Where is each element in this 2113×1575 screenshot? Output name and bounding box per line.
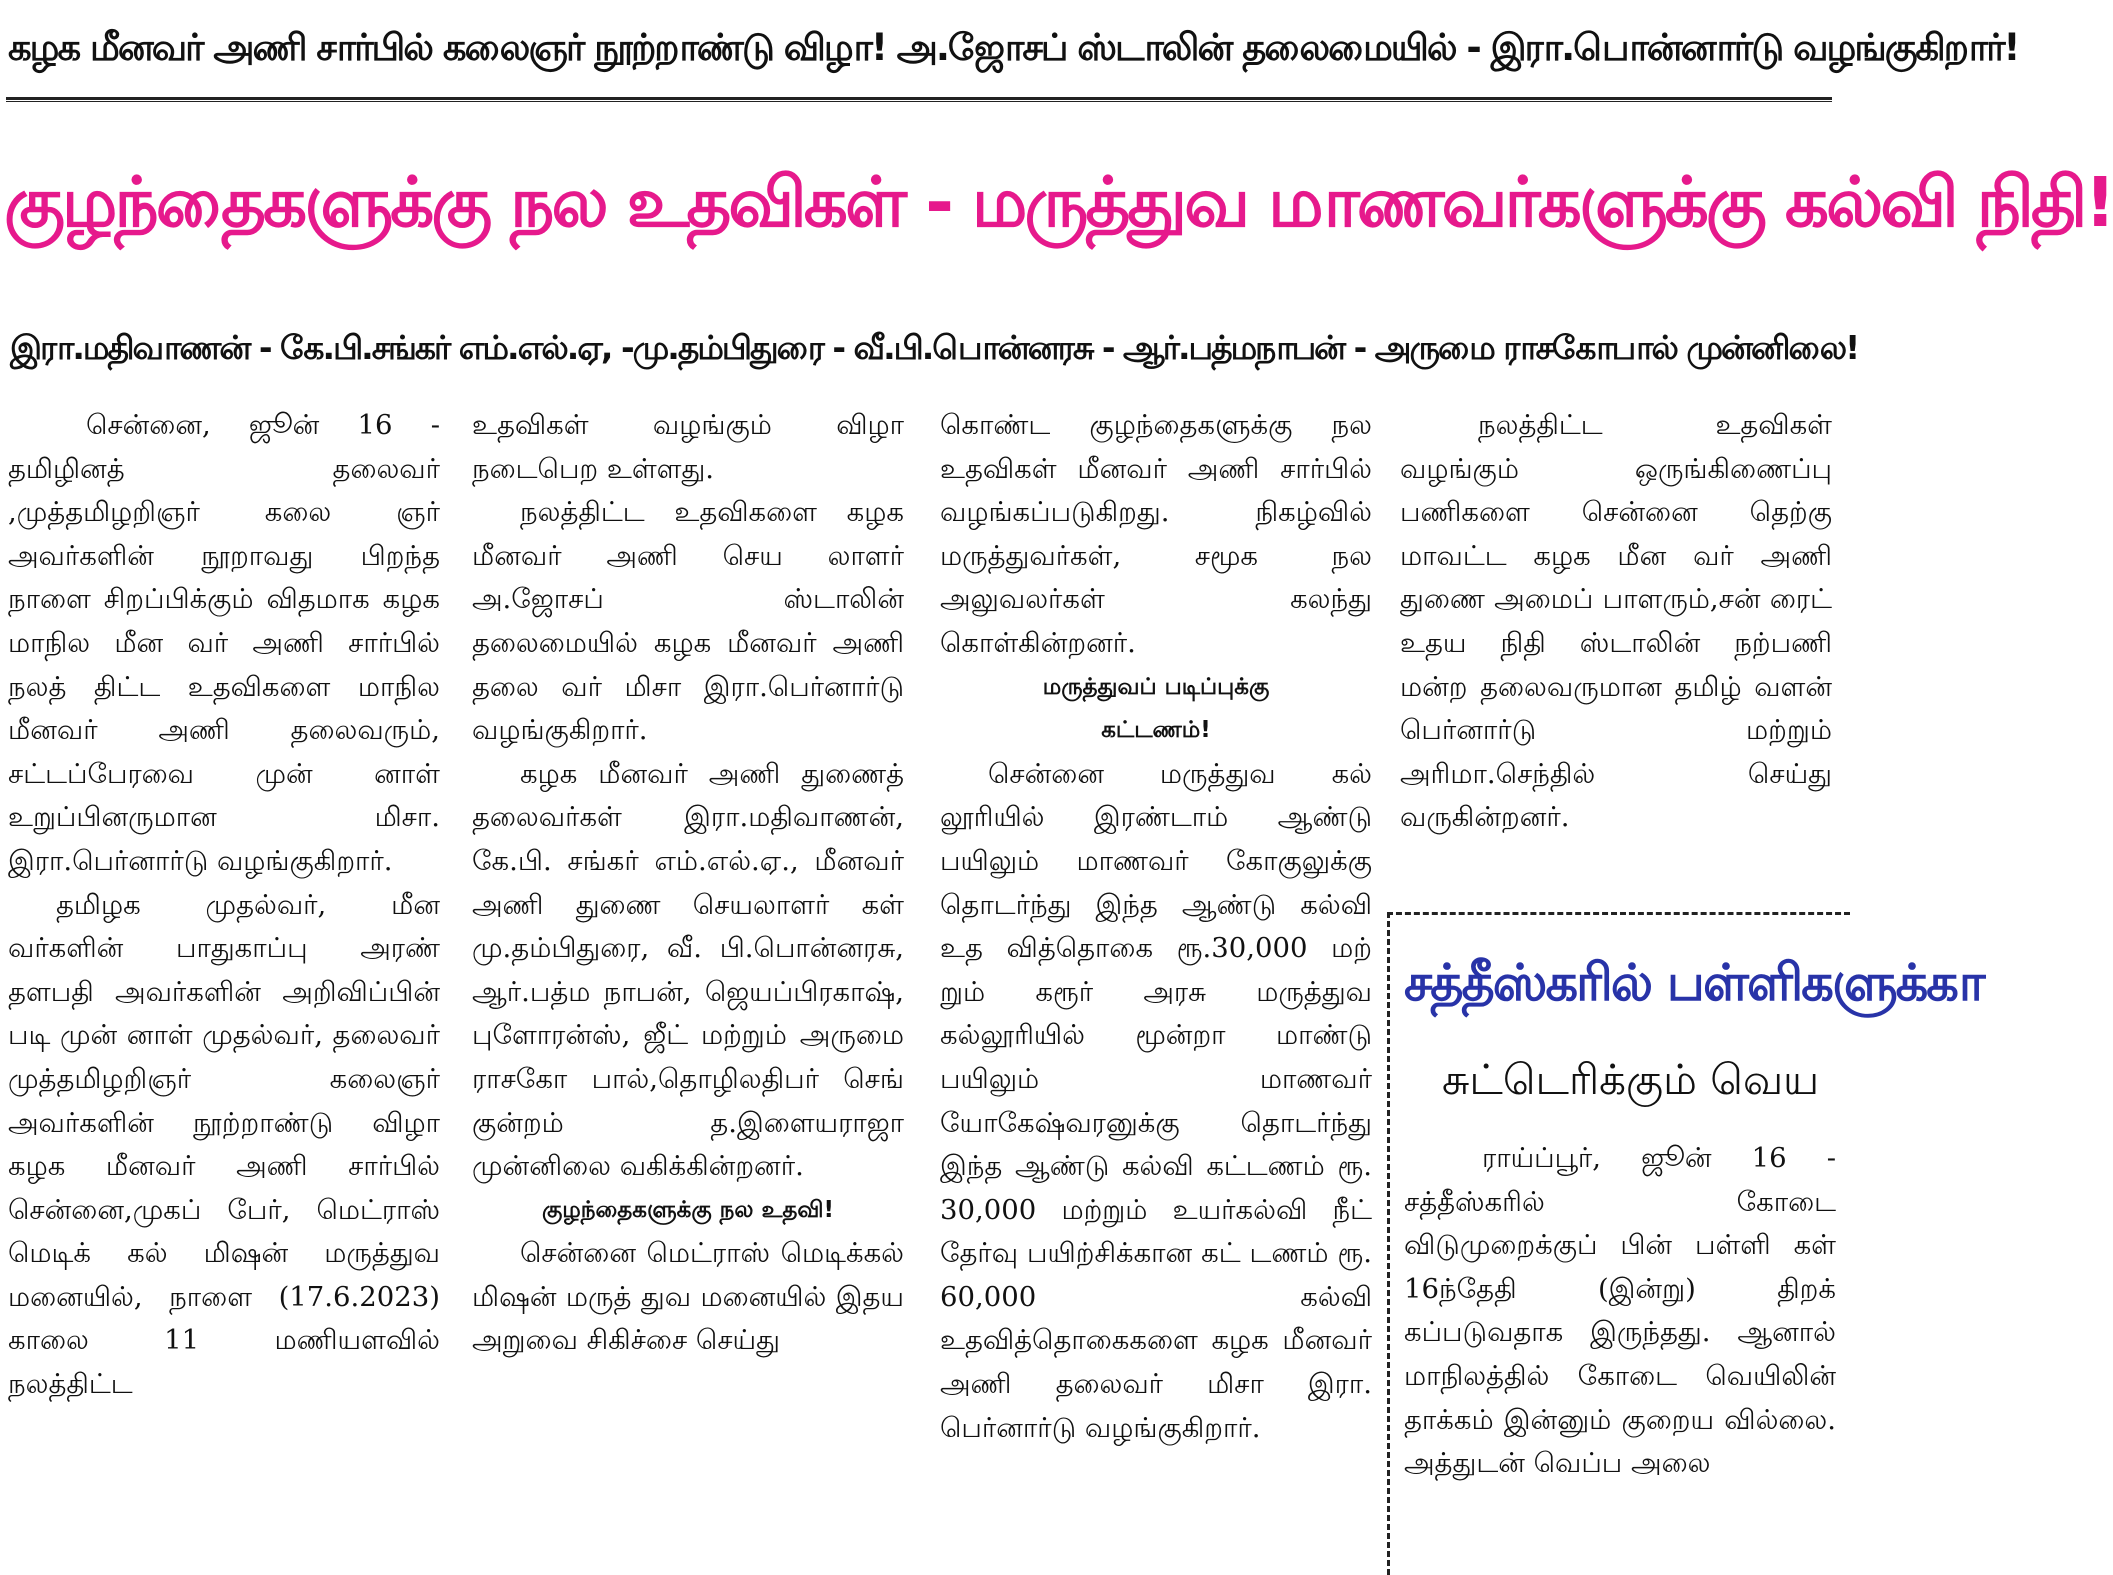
article-subheading: கட்டணம்! [1101,717,1211,744]
article-paragraph: நலத்திட்ட உதவிகளை கழக மீனவர் அணி செய லாளர் அ.ஜோசப் ஸ்டாலின் தலைமையில் கழக மீனவர் அணி தலை வர் மிசா இரா.பெர்னார்டு வழங்குகிறார். [472,496,904,747]
article-column-4 [1400,404,1832,874]
divider-rule-thin [6,101,1832,102]
article-paragraph: சென்னை மெட்ராஸ் மெடிக்கல் மிஷன் மருத் துவ மனையில் இதய அறுவை சிகிச்சை செய்து [472,1237,904,1357]
article-paragraph: நலத்திட்ட உதவிகள் வழங்கும் ஒருங்கிணைப்பு பணிகளை சென்னை தெற்கு மாவட்ட கழக மீன வர் அணி துணை அமைப் பாளரும்,சன் ரைட் உதய நிதி ஸ்டாலின் நற்பணி மன்ற தலைவருமான தமிழ் வளன் பெர்னார்டு மற்றும் அரிமா.செந்தில் செய்து வருகின்றனர். [1400,409,1832,834]
article-column-1 [8,404,440,1564]
article-paragraph: கொண்ட குழந்தைகளுக்கு நல உதவிகள் மீனவர் அணி சார்பில் வழங்கப்படுகிறது. நிகழ்வில் மருத்துவர்கள், சமூக நல அலுவலர்கள் கலந்து கொள்கின்றனர். [940,409,1372,659]
sidebar-story-body [1404,1137,1836,1567]
article-column-3 [940,404,1372,1564]
divider-rule [6,97,1832,100]
sidebar-story-headline: சத்தீஸ்கரில் பள்ளிகளுக்கா [1404,954,1984,1013]
article-subheading: குழந்தைகளுக்கு நல உதவி! [541,1196,835,1223]
main-headline: குழந்தைகளுக்கு நல உதவிகள் - மருத்துவ மாணவர்களுக்கு கல்வி நிதி! [4,163,2113,243]
article-paragraph: கழக மீனவர் அணி துணைத் தலைவர்கள் இரா.மதிவாணன், கே.பி. சங்கர் எம்.எல்.ஏ., மீனவர் அணி துணை செயலாளர் கள் மு.தம்பிதுரை, வீ. பி.பொன்னரசு, ஆர்.பத்ம நாபன், ஜெயப்பிரகாஷ், புளோரன்ஸ், ஜீட் மற்றும் அருமை ராசகோ பால்,தொழிலதிபர் செங் குன்றம் த.இளையராஜா முன்னிலை வகிக்கின்றனர். [472,757,904,1183]
sidebar-story-paragraph: ராய்ப்பூர், ஜூன் 16 - சத்தீஸ்கரில் கோடை விடுமுறைக்குப் பின் பள்ளி கள் 16ந்தேதி (இன்று) திறக் கப்படுவதாக இருந்தது. ஆனால் மாநிலத்தில் கோடை வெயிலின் தாக்கம் இன்னும் குறைய வில்லை. அத்துடன் வெப்ப அலை [1404,1142,1836,1480]
article-column-2 [472,404,904,1564]
kicker-headline: கழக மீனவர் அணி சார்பில் கலைஞர் நூற்றாண்டு விழா! அ.ஜோசப் ஸ்டாலின் தலைமையில் - இரா.பொன்னார்டு வழங்குகிறார்! [8,26,2019,69]
byline-names: இரா.மதிவாணன் - கே.பி.சங்கர் எம்.எல்.ஏ, -மு.தம்பிதுரை - வீ.பி.பொன்னரசு - ஆர்.பத்மநாபன் - அருமை ராசகோபால் முன்னிலை! [10,328,1859,367]
article-paragraph: சென்னை மருத்துவ கல் லூரியில் இரண்டாம் ஆண்டு பயிலும் மாணவர் கோகுலுக்கு தொடர்ந்து இந்த ஆண்டு கல்வி உத வித்தொகை ரூ.30,000 மற் றும் கரூர் அரசு மருத்துவ கல்லூரியில் மூன்றா மாண்டு பயிலும் மாணவர் யோகேஷ்வரனுக்கு தொடர்ந்து இந்த ஆண்டு கல்வி கட்டணம் ரூ. 30,000 மற்றும் உயர்கல்வி நீட் தேர்வு பயிற்சிக்கான கட் டணம் ரூ. 60,000 கல்வி உதவித்தொகைகளை கழக மீனவர் அணி தலைவர் மிசா இரா. பெர்னார்டு வழங்குகிறார். [940,757,1372,1444]
sidebar-story-box [1387,912,1984,1575]
article-paragraph: சென்னை, ஜூன் 16 - தமிழினத் தலைவர் ,முத்தமிழறிஞர் கலை ஞர் அவர்களின் நூறாவது பிறந்த நாளை சிறப்பிக்கும் விதமாக கழக மாநில மீன வர் அணி சார்பில் நலத் திட்ட உதவிகளை மாநில மீனவர் அணி தலைவரும், சட்டப்பேரவை முன் னாள் உறுப்பினருமான மிசா. இரா.பெர்னார்டு வழங்குகிறார். [8,409,440,877]
article-paragraph: தமிழக முதல்வர், மீன வர்களின் பாதுகாப்பு அரண் தளபதி அவர்களின் அறிவிப்பின் படி முன் னாள் முதல்வர், தலைவர் முத்தமிழறிஞர் கலைஞர் அவர்களின் நூற்றாண்டு விழா கழக மீனவர் அணி சார்பில் சென்னை,முகப் பேர், மெட்ராஸ் மெடிக் கல் மிஷன் மருத்துவ மனையில், நாளை (17.6.2023) காலை 11 மணியளவில் நலத்திட்ட [8,888,440,1401]
article-paragraph: உதவிகள் வழங்கும் விழா நடைபெற உள்ளது. [472,409,904,485]
sidebar-story-subhead: சுட்டெரிக்கும் வெய [1442,1055,1820,1104]
article-subheading: மருத்துவப் படிப்புக்கு [1042,673,1270,700]
